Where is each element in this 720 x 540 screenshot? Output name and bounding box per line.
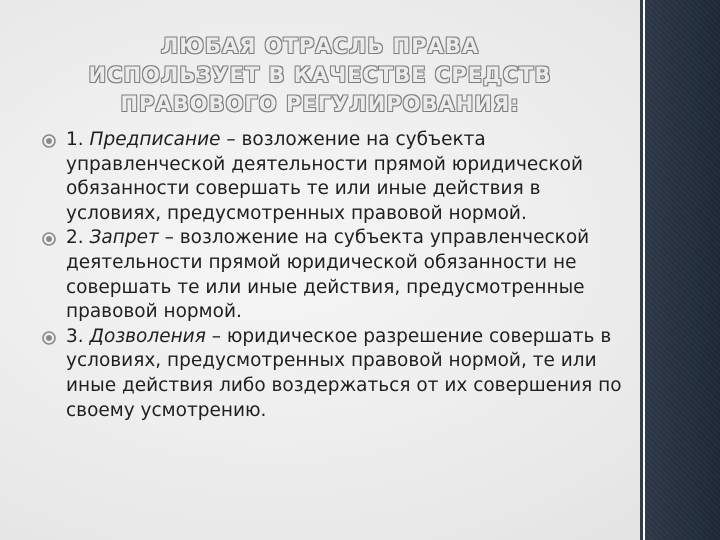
list-item-permission <box>42 325 622 423</box>
item-term: Дозволения <box>89 325 206 347</box>
item-number: 2. <box>66 227 84 249</box>
item-number: 1. <box>66 129 84 150</box>
target-bullet-icon <box>42 331 56 345</box>
item-definition: – возложение на субъекта управленческой деятельности прямой юридической обязанности не совершать те или иные действия, предусмотренные правовой нормой. <box>66 227 590 323</box>
item-definition: – возложение на субъекта управленческой деятельности прямой юридической обязанности совершать те или иные действия в условиях, предусмотренных правовой нормой. <box>66 129 583 224</box>
target-bullet-icon <box>42 134 56 148</box>
slide-title: ЛЮБАЯ ОТРАСЛЬ ПРАВА ИСПОЛЬЗУЕТ В КАЧЕСТВЕ СРЕДСТВ ПРАВОВОГО РЕГУЛИРОВАНИЯ: <box>88 34 552 116</box>
item-definition: – юридическое разрешение совершать в условиях, предусмотренных правовой нормой, те или иные действия либо воздержаться от их совершения по своему усмотрению. <box>66 325 622 421</box>
item-number: 3. <box>66 325 84 347</box>
decorative-side-band <box>640 0 720 540</box>
list-item-prescription <box>42 128 622 226</box>
target-bullet-icon <box>42 232 56 246</box>
list-item-prohibition <box>42 226 622 324</box>
item-term: Предписание <box>89 129 221 150</box>
item-term: Запрет <box>89 227 159 249</box>
bullet-list <box>42 128 622 423</box>
